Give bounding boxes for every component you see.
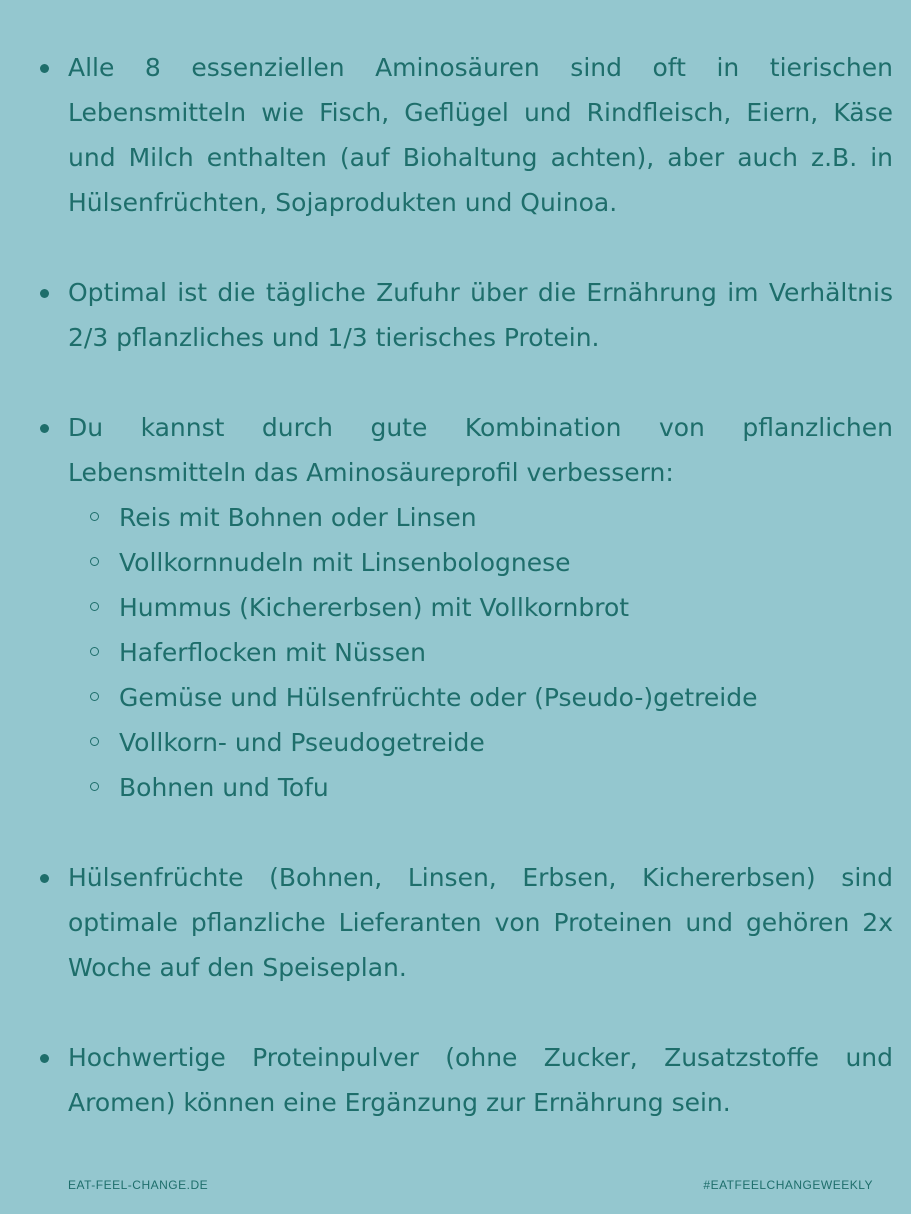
bullet-item [68,45,893,225]
footer-hashtag: #EATFEELCHANGEWEEKLY [703,1178,873,1192]
sublist-item: Haferflocken mit Nüssen [119,630,893,675]
bullet-text: Du kannst durch gute Kombination von pflanzlichen Lebensmitteln das Aminosäureprofil verbessern: [68,413,893,487]
footer-website: EAT-FEEL-CHANGE.DE [68,1178,209,1192]
sublist-item: Bohnen und Tofu [119,765,893,810]
sublist-item: Gemüse und Hülsenfrüchte oder (Pseudo-)getreide [119,675,893,720]
bullet-text: Optimal ist die tägliche Zufuhr über die Ernährung im Verhältnis 2/3 pflanzliches und 1/3 tierisches Protein. [68,278,893,352]
combination-sublist [68,495,893,810]
sublist-item: Vollkorn- und Pseudogetreide [119,720,893,765]
bullet-item [68,1035,893,1125]
bullet-item [68,270,893,360]
bullet-list [68,45,893,1170]
bullet-item [68,855,893,990]
bullet-text: Hochwertige Proteinpulver (ohne Zucker, Zusatzstoffe und Aromen) können eine Ergänzung zur Ernährung sein. [68,1043,893,1117]
sublist-item: Hummus (Kichererbsen) mit Vollkornbrot [119,585,893,630]
sublist-item: Reis mit Bohnen oder Linsen [119,495,893,540]
bullet-text: Hülsenfrüchte (Bohnen, Linsen, Erbsen, Kichererbsen) sind optimale pflanzliche Lieferanten von Proteinen und gehören 2x Woche auf den Speiseplan. [68,863,893,982]
sublist-item: Vollkornnudeln mit Linsenbolognese [119,540,893,585]
bullet-text: Alle 8 essenziellen Aminosäuren sind oft in tierischen Lebensmitteln wie Fisch, Geflügel und Rindfleisch, Eiern, Käse und Milch enthalten (auf Biohaltung achten), aber auch z.B. in Hülsenfrüchten, Sojaprodukten und Quinoa. [68,53,893,217]
bullet-item [68,405,893,810]
